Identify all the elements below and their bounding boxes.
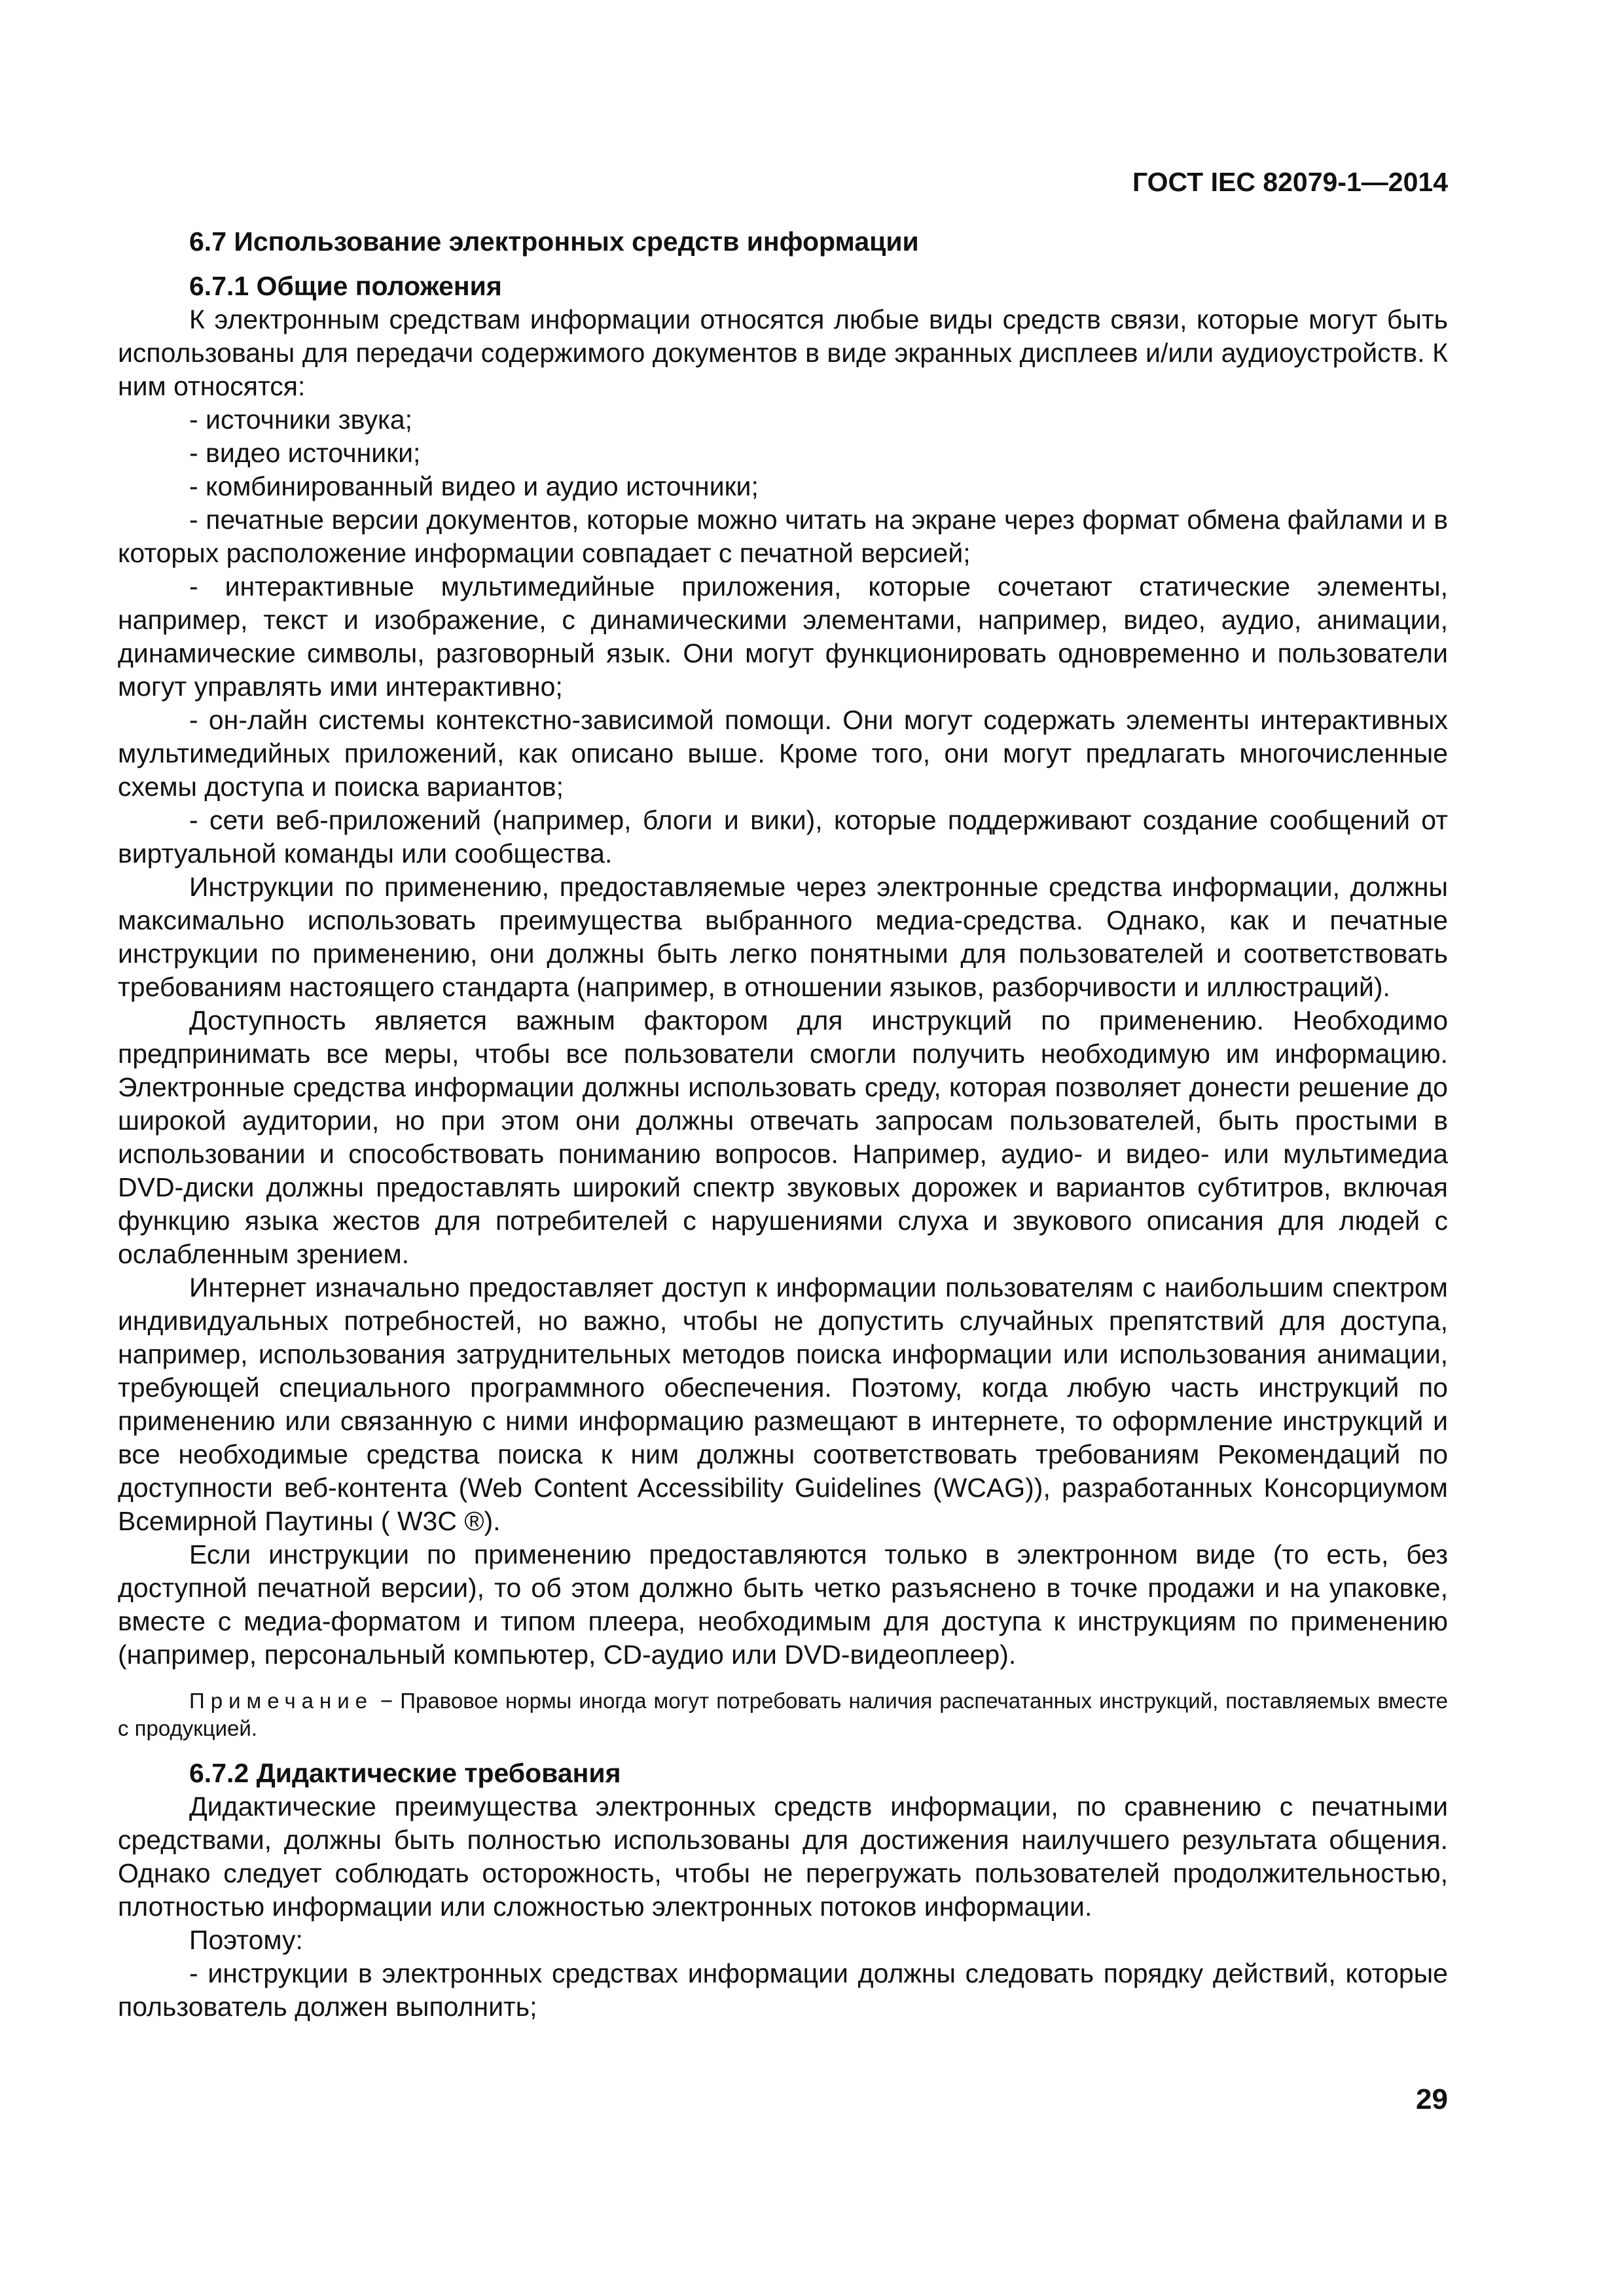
list-item: - печатные версии документов, которые можно читать на экране через формат обмена файлами и в которых расположение информации совпадает с печатной версией;: [118, 505, 1448, 568]
subsection-title-didactic: 6.7.2 Дидактические требования: [189, 1758, 621, 1788]
note-text: − Правовое нормы иногда могут потребовать наличия распечатанных инструкций, поставляемых вместе с продукцией.: [118, 1689, 1448, 1740]
body-paragraph: Дидактические преимущества электронных средств информации, по сравнению с печатными средствами, должны быть полностью использованы для достижения наилучшего результата общения. Однако следует соблюдать осторожность, чтобы не перегружать пользователей продолжительностью, плотностью информации или сложностью электронных потоков информации.: [118, 1791, 1448, 1922]
subsection-title-general: 6.7.1 Общие положения: [189, 271, 502, 301]
body-paragraph: Если инструкции по применению предоставляются только в электронном виде (то есть, без доступной печатной версии), то об этом должно быть четко разъяснено в точке продажи и на упаковке, вместе с медиа-форматом и типом плеера, необходимым для доступа к инструкциям по применению (например, персональный компьютер, CD-аудио или DVD-видеоплеер).: [118, 1539, 1448, 1670]
intro-paragraph: К электронным средствам информации относятся любые виды средств связи, которые могут быть использованы для передачи содержимого документов в виде экранных дисплеев и/или аудиоустройств. К ним относятся:: [118, 304, 1448, 401]
body-paragraph: Инструкции по применению, предоставляемые через электронные средства информации, должны максимально использовать преимущества выбранного медиа-средства. Однако, как и печатные инструкции по применению, они должны быть легко понятными для пользователей и соответствовать требованиям настоящего стандарта (например, в отношении языков, разборчивости и иллюстраций).: [118, 872, 1448, 1002]
body-paragraph: Доступность является важным фактором для инструкций по применению. Необходимо предпринимать все меры, чтобы все пользователи смогли получить необходимую им информацию. Электронные средства информации должны использовать среду, которая позволяет донести решение до широкой аудитории, но при этом они должны отвечать запросам пользователей, быть простыми в использовании и способствовать пониманию вопросов. Например, аудио- и видео- или мультимедиа DVD-диски должны предоставлять широкий спектр звуковых дорожек и вариантов субтитров, включая функцию языка жестов для потребителей с нарушениями слуха и звукового описания для людей с ослабленным зрением.: [118, 1005, 1448, 1269]
section-title: 6.7 Использование электронных средств информации: [189, 226, 919, 257]
note-label: Примечание: [189, 1689, 374, 1713]
body-paragraph: Интернет изначально предоставляет доступ к информации пользователям с наибольшим спектром индивидуальных потребностей, но важно, чтобы не допустить случайных препятствий для доступа, например, использования затруднительных методов поиска информации или использования анимации, требующей специального программного обеспечения. Поэтому, когда любую часть инструкций по применению или связанную с ними информацию размещают в интернете, то оформление инструкций и все необходимые средства поиска к ним должны соответствовать требованиям Рекомендаций по доступности веб-контента (Web Content Accessibility Guidelines (WCAG)), разработанных Консорциумом Всемирной Паутины ( W3C ®).: [118, 1272, 1448, 1536]
page-body: [118, 225, 1448, 2024]
page-number: 29: [1416, 2083, 1448, 2115]
note: [118, 1687, 1448, 1742]
list-item: - видео источники;: [189, 438, 421, 468]
therefore-line: Поэтому:: [189, 1925, 303, 1955]
list-item: - инструкции в электронных средствах информации должны следовать порядку действий, которые пользователь должен выполнить;: [118, 1958, 1448, 2022]
list-item: - комбинированный видео и аудио источники;: [189, 471, 759, 501]
document-code-header: ГОСТ IEC 82079-1—2014: [1132, 167, 1448, 197]
list-item: - сети веб-приложений (например, блоги и вики), которые поддерживают создание сообщений от виртуальной команды или сообщества.: [118, 805, 1448, 869]
list-item: - он-лайн системы контекстно-зависимой помощи. Они могут содержать элементы интерактивных мультимедийных приложений, как описано выше. Кроме того, они могут предлагать многочисленные схемы доступа и поиска вариантов;: [118, 705, 1448, 802]
list-item: - интерактивные мультимедийные приложения, которые сочетают статические элементы, например, текст и изображение, с динамическими элементами, например, видео, аудио, анимации, динамические символы, разговорный язык. Они могут функционировать одновременно и пользователи могут управлять ими интерактивно;: [118, 571, 1448, 702]
list-item: - источники звука;: [189, 404, 413, 435]
